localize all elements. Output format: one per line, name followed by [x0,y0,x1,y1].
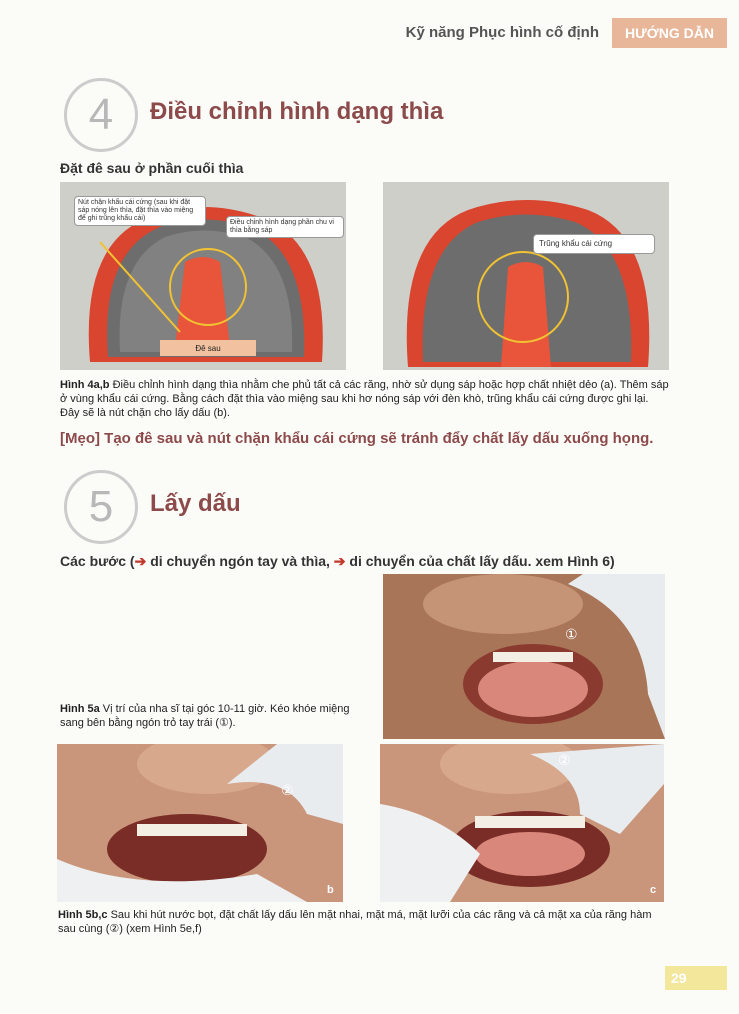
section-number-5: 5 [64,470,138,544]
page-number: 29 [665,966,727,990]
figure-5b-photo [57,744,343,902]
section4-tip: [Mẹo] Tạo đê sau và nút chặn khẩu cái cứng sẽ tránh đẩy chất lấy dấu xuống họng. [60,430,654,447]
tray-illustration-b [383,182,669,370]
photo-letter-c: c [650,884,657,896]
section-title-4: Điều chỉnh hình dạng thìa [150,98,444,125]
mouth-photo-a [383,574,665,739]
figure-5a-label: Hình 5a [60,703,100,715]
figure-5a-photo [383,574,665,739]
figure-5bc-caption [58,908,668,936]
header-tag: HƯỚNG DẪN [612,18,727,48]
figure-5bc-label: Hình 5b,c [58,909,108,921]
section4-subheading: Đặt đê sau ở phần cuối thìa [60,160,244,176]
label-hard-palate: Trũng khẩu cái cứng [533,234,655,254]
mouth-photo-c [380,744,664,902]
figure-4a-photo [60,182,346,370]
arrow-red-icon: ➔ [134,553,147,569]
steps-part2: di chuyển của chất lấy dấu. xem Hình 6) [349,553,615,569]
steps-prefix: Các bước ( [60,553,135,569]
section-number-4: 4 [64,78,138,152]
figure-5bc-text: Sau khi hút nước bọt, đặt chất lấy dấu lên mặt nhai, mặt má, mặt lưỡi của các răng và cả mặt xa của răng hàm sau cùng (②) (xem Hình 5e,f) [58,909,652,935]
marker-2-c: ② [558,752,571,768]
figure-4-caption [60,378,670,420]
label-adjust-tray: Điều chỉnh hình dạng phần chu vi thìa bằng sáp [226,216,344,238]
mouth-photo-b [57,744,343,902]
figure-5a-caption [60,702,360,730]
section5-steps [60,553,680,570]
figure-4b-photo [383,182,669,370]
photo-letter-b: b [327,884,334,896]
figure-4-caption-text: Điều chỉnh hình dạng thìa nhằm che phủ tất cả các răng, nhờ sử dụng sáp hoặc hợp chất nhiệt dẻo (a). Thêm sáp ở vùng khẩu cái cứng. Bằng cách đặt thìa vào miệng sau khi hơ nóng sáp với đèn khò, trũng khẩu cái cứng được ghi lại. Đây sẽ là nút chặn cho lấy dấu (b). [60,379,669,419]
steps-part1: di chuyển ngón tay và thìa, [150,553,330,569]
header-title: Kỹ năng Phục hình cố định [405,24,599,41]
label-palatal-stopper: Nút chặn khẩu cái cứng (sau khi đặt sáp nóng lên thìa, đặt thìa vào miệng để ghi trũng khẩu cái) [74,196,206,226]
figure-5c-photo [380,744,664,902]
arrow-red-icon: ➔ [333,553,346,569]
label-post-dam: Đê sau [160,340,256,356]
section-title-5: Lấy dấu [150,490,241,517]
marker-1: ① [565,626,578,642]
figure-4-caption-label: Hình 4a,b [60,379,110,391]
marker-2-b: ② [281,782,294,798]
figure-5a-text: Vị trí của nha sĩ tại góc 10-11 giờ. Kéo khóe miệng sang bên bằng ngón trỏ tay trái (①). [60,703,350,729]
